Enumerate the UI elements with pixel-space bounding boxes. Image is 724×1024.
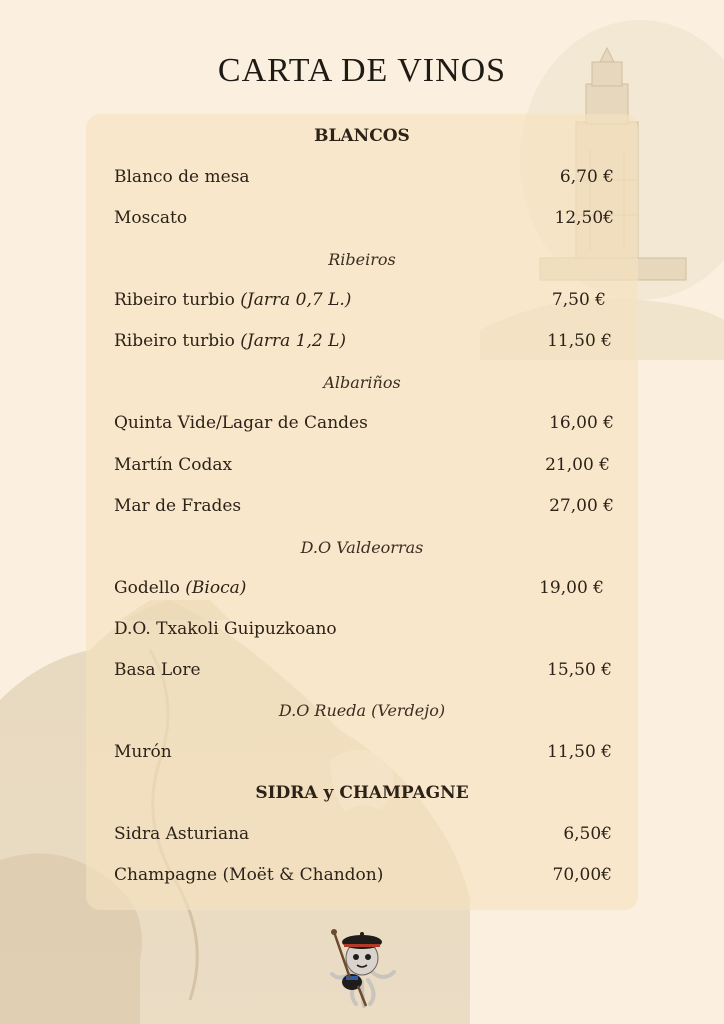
item-name: Ribeiro turbio (Jarra 0,7 L.)	[114, 290, 352, 310]
item-name: Murón	[114, 742, 172, 762]
subsection-ribeiros: Ribeiros	[328, 250, 396, 269]
item-name: Sidra Asturiana	[114, 824, 250, 844]
item-price: 21,00 €	[545, 455, 610, 475]
item-price: 7,50 €	[551, 290, 606, 310]
item-price: 15,50 €	[547, 660, 612, 680]
item-price: 12,50€	[554, 208, 614, 228]
item-name: Mar de Frades	[114, 496, 242, 516]
subsection-rueda: D.O Rueda (Verdejo)	[278, 701, 446, 720]
item-price: 11,50 €	[547, 742, 612, 762]
item-name: Godello (Bioca)	[114, 578, 247, 598]
item-price: 19,00 €	[539, 578, 604, 598]
item-price: 11,50 €	[547, 331, 612, 351]
item-note: (Jarra 0,7 L.)	[240, 290, 352, 310]
item-price: 16,00 €	[549, 413, 614, 433]
item-price: 27,00 €	[549, 496, 614, 516]
item-name: Champagne (Moët & Chandon)	[114, 865, 384, 885]
subsection-valdeorras: D.O Valdeorras	[300, 538, 424, 557]
item-note: (Bioca)	[185, 578, 247, 598]
item-name: Basa Lore	[114, 660, 201, 680]
item-note: (Jarra 1,2 L)	[240, 331, 346, 351]
item-name: Moscato	[114, 208, 188, 228]
section-heading-sidra-champagne: SIDRA y CHAMPAGNE	[255, 783, 469, 803]
page-title: CARTA DE VINOS	[217, 52, 507, 89]
item-name: Blanco de mesa	[114, 167, 250, 187]
item-name: Quinta Vide/Lagar de Candes	[114, 413, 368, 433]
item-name: D.O. Txakoli Guipuzkoano	[114, 619, 337, 639]
item-price: 6,50€	[563, 824, 612, 844]
octopus-bagpiper-icon	[322, 924, 402, 1008]
section-heading-blancos: BLANCOS	[314, 126, 410, 146]
item-name: Ribeiro turbio (Jarra 1,2 L)	[114, 331, 346, 351]
item-price: 70,00€	[552, 865, 612, 885]
subsection-albarinos: Albariños	[323, 373, 401, 392]
item-name: Martín Codax	[114, 455, 233, 475]
item-price: 6,70 €	[559, 167, 614, 187]
